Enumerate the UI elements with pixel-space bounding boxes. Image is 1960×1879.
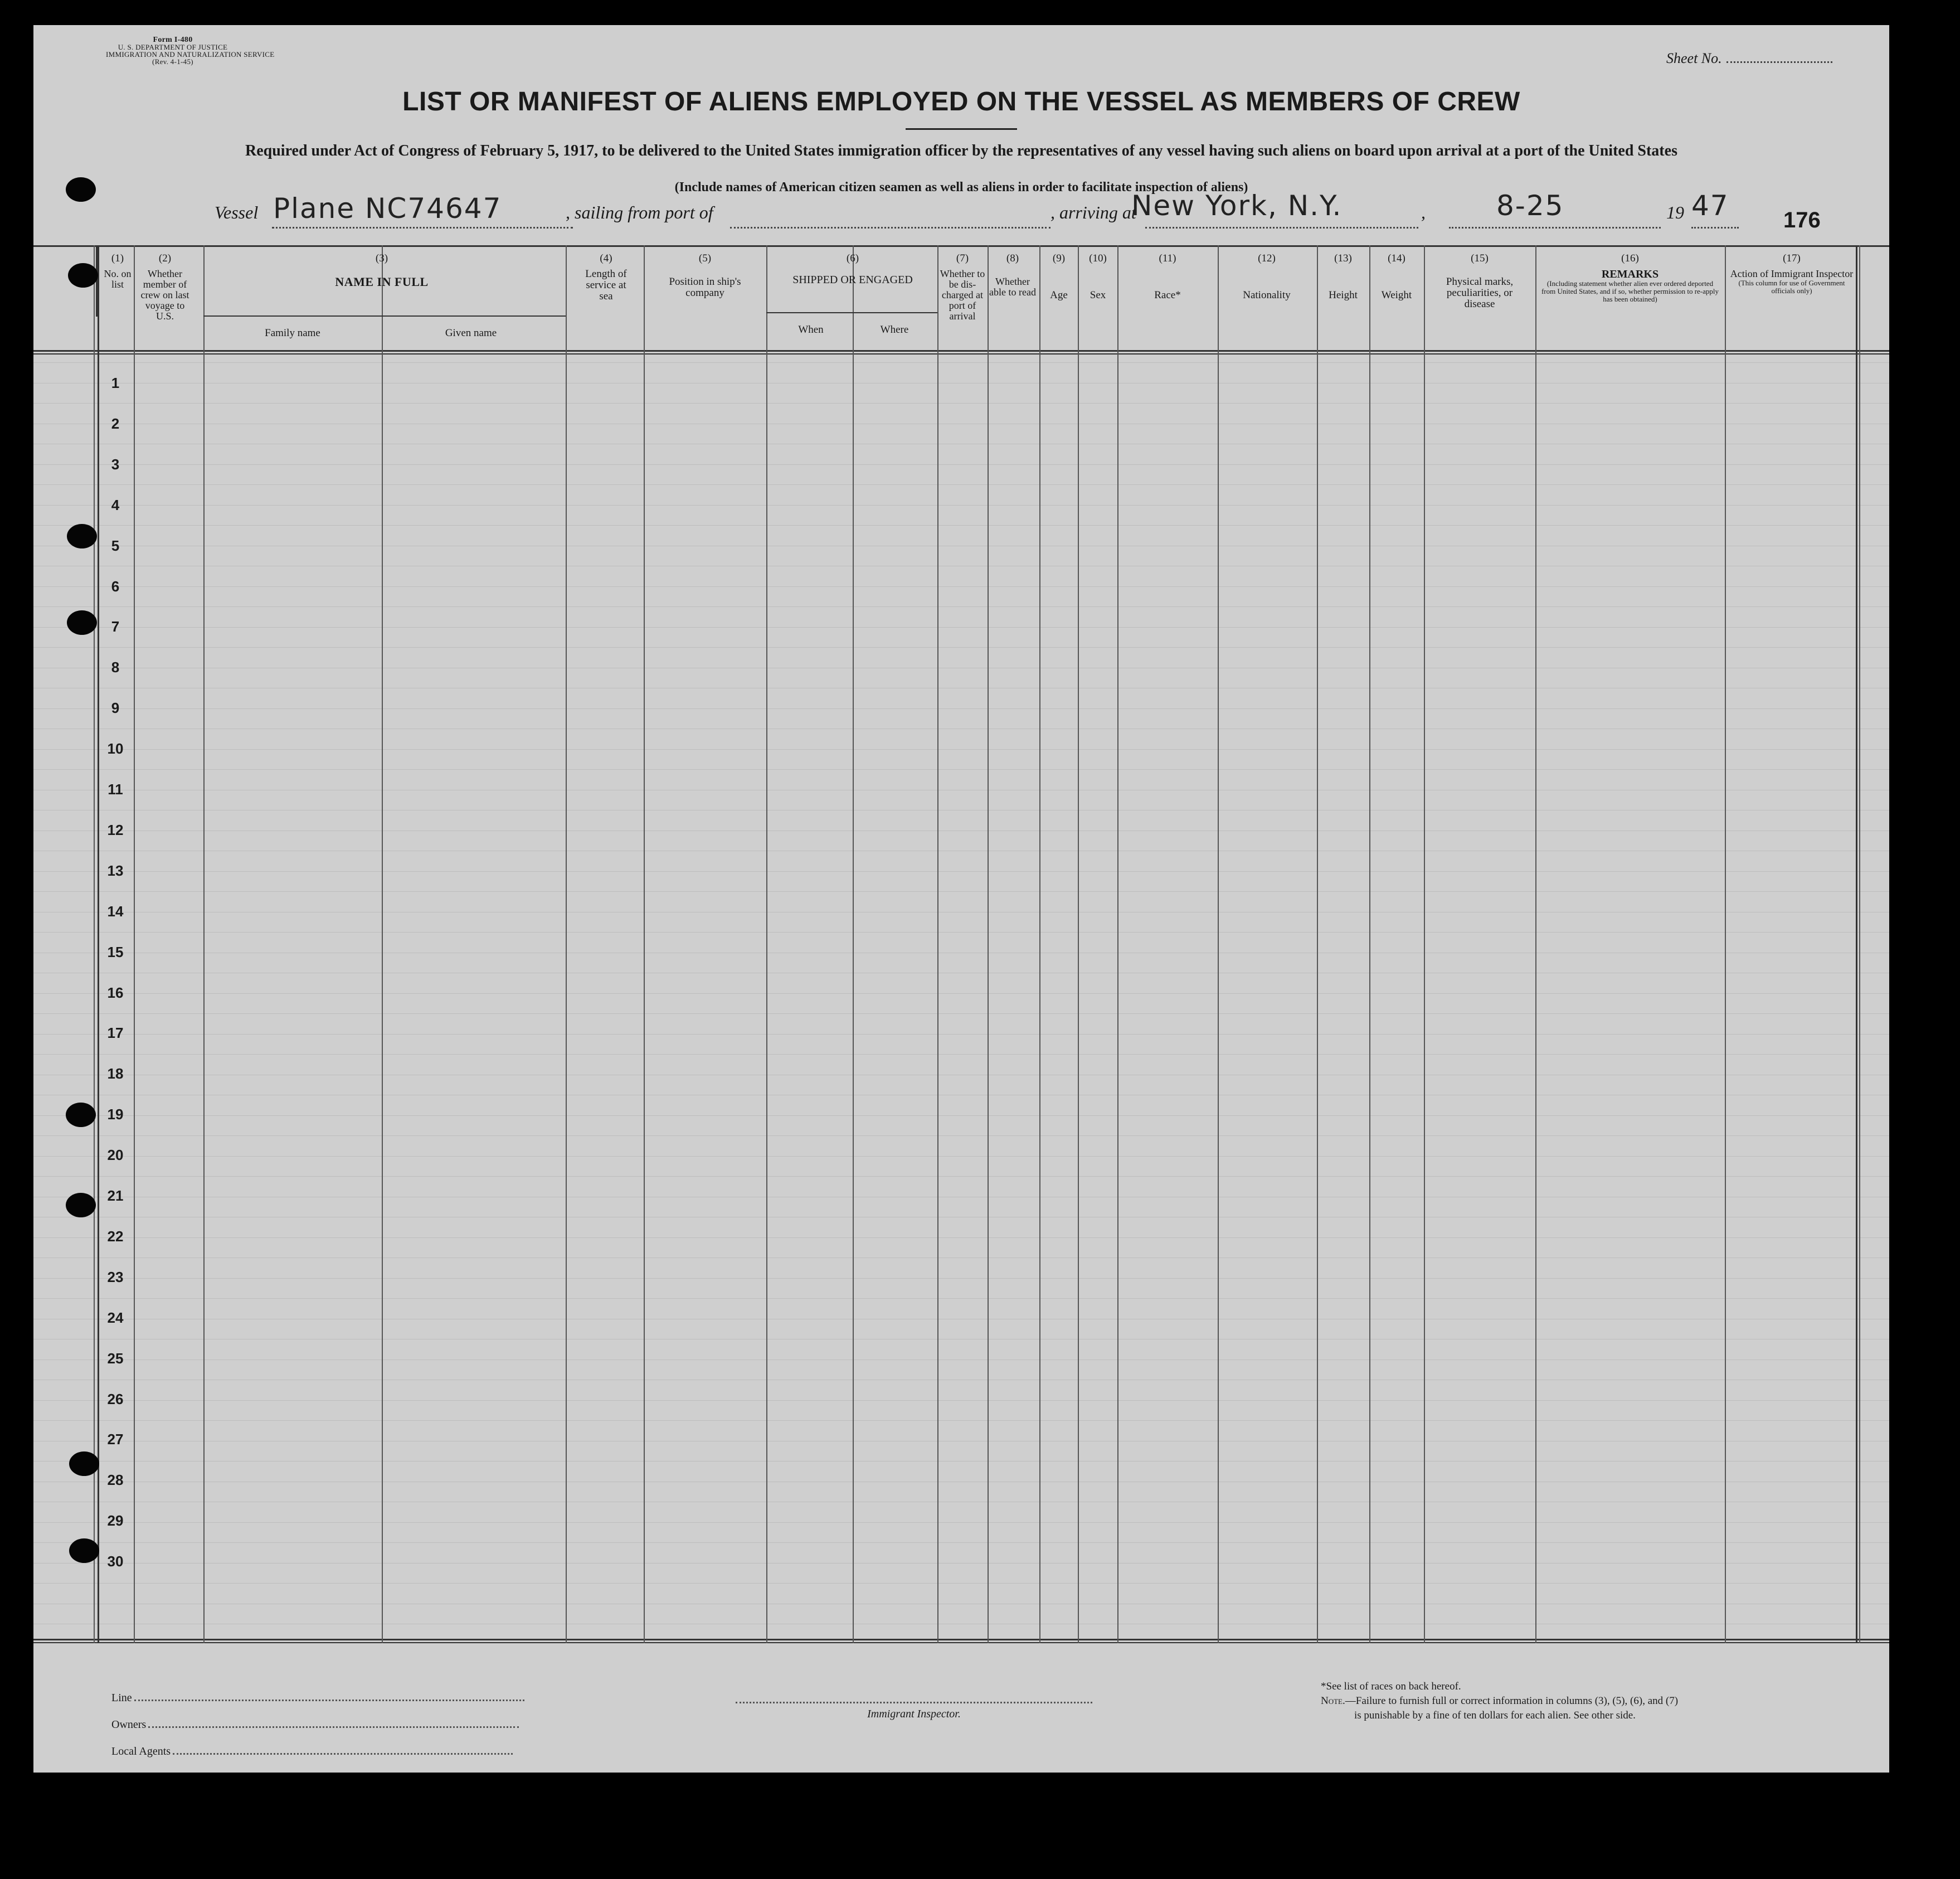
ruled-line	[33, 1156, 1889, 1157]
col-4-number: (4)	[600, 253, 612, 264]
row-number: 10	[107, 740, 124, 758]
col-2-label: Whether member of crew on last voyage to U.S.	[140, 268, 189, 322]
column-divider	[1535, 245, 1536, 1643]
penalty-note	[1321, 1694, 1678, 1708]
title-underline	[906, 128, 1017, 130]
binder-hole	[66, 1103, 96, 1127]
header-when	[769, 324, 853, 336]
include-note: (Include names of American citizen seamen as well as aliens in order to facilitate inspection of aliens)	[674, 180, 1248, 195]
header-bottom-border	[33, 350, 1889, 352]
row-number: 20	[107, 1147, 124, 1164]
ruled-line	[33, 484, 1889, 485]
year-prefix: 19	[1666, 202, 1684, 222]
col-6-number: (6)	[846, 253, 859, 264]
form-number: Form I-480	[153, 36, 193, 44]
ruled-line	[33, 403, 1889, 404]
ruled-line	[33, 1420, 1889, 1421]
column-divider	[1856, 245, 1857, 1643]
col-13-label: Height	[1329, 289, 1358, 301]
family-name-label: Family name	[265, 327, 320, 339]
row-number: 4	[111, 496, 120, 513]
row-number: 2	[111, 415, 120, 432]
col-14-number: (14)	[1388, 253, 1405, 264]
ruled-line	[33, 1563, 1889, 1564]
inspector-signature-line[interactable]	[736, 1702, 1092, 1703]
row-number: 29	[107, 1512, 124, 1530]
row-number: 5	[111, 537, 120, 554]
ruled-line	[33, 1278, 1889, 1279]
footer-local-agents	[111, 1745, 513, 1758]
subheader-divider	[203, 315, 566, 317]
col-13-number: (13)	[1334, 253, 1352, 264]
col-8-label: Whether able to read	[989, 276, 1036, 298]
col-8-number: (8)	[1006, 253, 1019, 264]
column-divider	[1317, 245, 1318, 1643]
year-field-line	[1691, 227, 1739, 229]
col-6-label: SHIPPED OR ENGAGED	[792, 274, 913, 286]
ruled-line	[33, 464, 1889, 465]
col-16-number: (16)	[1621, 253, 1639, 264]
ruled-line	[33, 1054, 1889, 1055]
col-3-label: NAME IN FULL	[335, 275, 429, 289]
table-bottom-border	[33, 1639, 1889, 1640]
binder-hole	[66, 177, 96, 202]
row-number: 25	[107, 1349, 124, 1367]
subheader-divider	[766, 312, 937, 313]
row-number: 24	[107, 1309, 124, 1326]
ruled-line	[33, 749, 1889, 750]
ruled-line	[33, 606, 1889, 607]
date-separator: ,	[1421, 202, 1426, 222]
col-10-label: Sex	[1090, 289, 1106, 301]
manifest-sheet	[33, 25, 1889, 1773]
column-divider	[1725, 245, 1726, 1643]
col-5-number: (5)	[698, 253, 712, 264]
arriving-field-line	[1145, 227, 1418, 229]
header-col-12	[1219, 253, 1314, 301]
note-text-continued: is punishable by a fine of ten dollars for each alien. See other side.	[1354, 1710, 1636, 1721]
row-number: 23	[107, 1268, 124, 1285]
local-agents-label: Local Agents	[111, 1745, 171, 1757]
row-number: 12	[107, 821, 124, 838]
ruled-line	[33, 1522, 1889, 1523]
given-name-label: Given name	[445, 327, 497, 339]
row-number: 9	[111, 700, 120, 717]
header-col-11	[1120, 253, 1215, 301]
row-number: 19	[107, 1106, 124, 1123]
header-col-7	[937, 253, 988, 322]
col-3-number: (3)	[375, 253, 388, 264]
binder-hole	[69, 1538, 99, 1563]
header-col-15	[1427, 253, 1533, 310]
col-7-label: Whether to be dis-charged at port of arrival	[940, 268, 985, 322]
col-1-label: No. on list	[104, 268, 132, 290]
note-label: Note.	[1321, 1695, 1345, 1707]
column-divider	[1424, 245, 1425, 1643]
header-col-2	[137, 253, 193, 322]
header-col-6	[769, 253, 936, 285]
row-number: 13	[107, 862, 124, 879]
date-field-line	[1449, 227, 1661, 229]
ruled-line	[33, 1013, 1889, 1014]
row-number: 14	[107, 902, 124, 920]
row-number: 6	[111, 577, 120, 595]
sailing-from-label: , sailing from port of	[566, 202, 713, 222]
header-col-16	[1538, 253, 1722, 303]
binder-hole	[68, 263, 98, 288]
local-agents-field[interactable]	[173, 1753, 513, 1755]
column-divider	[988, 245, 989, 1643]
ruled-line	[33, 1542, 1889, 1543]
owners-label: Owners	[111, 1718, 147, 1731]
footer-line	[111, 1692, 524, 1705]
row-number: 3	[111, 455, 120, 473]
column-divider	[1218, 245, 1219, 1643]
column-divider	[766, 245, 767, 1643]
col-17-number: (17)	[1783, 253, 1801, 264]
when-label: When	[798, 324, 824, 336]
header-col-5	[646, 253, 763, 299]
ruled-line	[33, 708, 1889, 709]
inspector-label: Immigrant Inspector.	[867, 1708, 961, 1720]
row-number: 18	[107, 1065, 124, 1082]
col-15-number: (15)	[1471, 253, 1489, 264]
col-17-label: Action of Immigrant Inspector	[1730, 268, 1854, 279]
binder-hole	[67, 610, 97, 635]
stamped-page-number: 176	[1783, 208, 1821, 232]
col-12-label: Nationality	[1243, 289, 1291, 301]
col-1-number: (1)	[111, 253, 124, 264]
col-10-number: (10)	[1089, 253, 1107, 264]
row-number: 22	[107, 1227, 124, 1245]
column-divider	[1117, 245, 1118, 1643]
ruled-line	[33, 769, 1889, 770]
col-16-label: REMARKS	[1601, 268, 1659, 280]
sheet-number-field[interactable]	[1726, 61, 1832, 63]
header-col-9	[1041, 253, 1077, 301]
ruled-line	[33, 647, 1889, 648]
row-number: 15	[107, 943, 124, 960]
footer-notes	[1321, 1679, 1678, 1723]
ruled-line	[33, 1583, 1889, 1584]
sheet-number	[1666, 50, 1832, 67]
where-label: Where	[880, 324, 909, 336]
binder-hole	[67, 524, 97, 548]
ruled-line	[33, 1176, 1889, 1177]
year-handwritten[interactable]: 47	[1691, 190, 1729, 222]
col-16-note: (Including statement whether alien ever ordered deported from United States, and if so, whether permission to re-apply has been obtained)	[1541, 279, 1719, 303]
race-note: *See list of races on back hereof.	[1321, 1681, 1461, 1692]
line-label: Line	[111, 1692, 132, 1704]
table-top-border	[33, 245, 1889, 247]
ruled-line	[33, 871, 1889, 872]
header-col-4	[571, 253, 641, 302]
col-9-label: Age	[1050, 289, 1068, 301]
col-2-number: (2)	[158, 253, 172, 264]
arriving-at-label: , arriving at	[1050, 202, 1136, 222]
ruled-line	[33, 891, 1889, 892]
table-edge-double-line	[1859, 245, 1860, 1643]
row-number: 11	[108, 781, 123, 798]
sailing-from-field[interactable]	[730, 227, 1050, 229]
header-col-3	[203, 253, 560, 288]
column-divider	[1039, 245, 1040, 1643]
row-number: 30	[107, 1553, 124, 1570]
ruled-line	[33, 993, 1889, 994]
requirement-text: Required under Act of Congress of February 5, 1917, to be delivered to the United States immigration officer by the representatives of any vessel having such aliens on board upon arrival at a port of the United States	[245, 142, 1677, 159]
row-number: 17	[107, 1025, 124, 1042]
column-divider	[853, 245, 854, 1643]
column-divider	[203, 245, 205, 1643]
vessel-name-handwritten[interactable]: Plane NC74647	[273, 192, 502, 225]
line-field[interactable]	[134, 1700, 524, 1701]
column-divider	[382, 245, 383, 1643]
ruled-line	[33, 1257, 1889, 1258]
col-9-number: (9)	[1052, 253, 1066, 264]
header-col-13	[1319, 253, 1368, 301]
ruled-line	[33, 362, 1889, 363]
header-col-1	[101, 253, 134, 290]
department-name: U. S. DEPARTMENT OF JUSTICE	[118, 43, 228, 51]
col-14-label: Weight	[1381, 289, 1412, 301]
arrival-date-handwritten[interactable]: 8-25	[1496, 190, 1564, 222]
col-12-number: (12)	[1258, 253, 1276, 264]
header-col-14	[1371, 253, 1422, 301]
column-divider	[644, 245, 645, 1643]
footer-owners	[111, 1718, 519, 1731]
header-col-17	[1728, 253, 1856, 295]
row-number: 7	[111, 618, 120, 635]
ruled-line	[33, 1400, 1889, 1401]
sheet-number-label: Sheet No.	[1666, 50, 1722, 66]
ruled-line	[33, 932, 1889, 933]
crew-manifest-table	[33, 245, 1889, 1644]
row-number: 27	[107, 1431, 124, 1448]
header-where	[853, 324, 936, 336]
row-number: 16	[107, 984, 124, 1001]
row-number: 8	[111, 659, 120, 676]
ruled-line	[33, 1461, 1889, 1462]
column-divider	[937, 245, 938, 1643]
revision-date: (Rev. 4-1-45)	[152, 57, 193, 66]
table-bottom-border-double	[33, 1642, 1889, 1643]
ruled-line	[33, 1034, 1889, 1035]
form-identifier	[106, 36, 275, 66]
column-divider	[566, 245, 567, 1643]
binder-hole	[66, 1193, 96, 1217]
row-number: 26	[107, 1390, 124, 1407]
column-divider	[1369, 245, 1370, 1643]
header-family-name	[203, 328, 382, 339]
ruled-line	[33, 505, 1889, 506]
col-11-label: Race*	[1154, 289, 1181, 301]
header-col-10	[1079, 253, 1117, 301]
column-divider	[1078, 245, 1079, 1643]
col-15-label: Physical marks, peculiarities, or disease	[1446, 276, 1514, 310]
row-number: 21	[107, 1187, 124, 1204]
header-bottom-border-double	[33, 353, 1889, 355]
row-number: 28	[107, 1472, 124, 1489]
col-17-note: (This column for use of Government officials only)	[1738, 279, 1845, 295]
ruled-line	[33, 1115, 1889, 1116]
arriving-at-handwritten[interactable]: New York, N.Y.	[1131, 190, 1343, 222]
ruled-line	[33, 1135, 1889, 1136]
col-7-number: (7)	[956, 253, 969, 264]
col-5-label: Position in ship's company	[669, 276, 741, 299]
owners-field[interactable]	[148, 1726, 519, 1728]
table-edge-double-line	[94, 245, 95, 1643]
vessel-field-line	[272, 227, 573, 229]
form-title: LIST OR MANIFEST OF ALIENS EMPLOYED ON THE VESSEL AS MEMBERS OF CREW	[402, 87, 1520, 116]
row-number: 1	[111, 375, 120, 391]
ruled-line	[33, 1237, 1889, 1238]
ruled-line	[33, 586, 1889, 587]
col-4-label: Length of service at sea	[585, 268, 627, 302]
binder-hole	[69, 1451, 99, 1476]
ruled-line	[33, 1298, 1889, 1299]
ruled-line	[33, 525, 1889, 526]
note-text: —Failure to furnish full or correct information in columns (3), (5), (6), and (7)	[1345, 1695, 1679, 1707]
inspector-signature	[736, 1702, 1092, 1721]
col-11-number: (11)	[1159, 253, 1176, 264]
vessel-label: Vessel	[215, 202, 259, 222]
header-given-name	[382, 328, 560, 339]
service-name: IMMIGRATION AND NATURALIZATION SERVICE	[106, 50, 275, 59]
header-col-8	[988, 253, 1038, 298]
ruled-line	[33, 627, 1889, 628]
